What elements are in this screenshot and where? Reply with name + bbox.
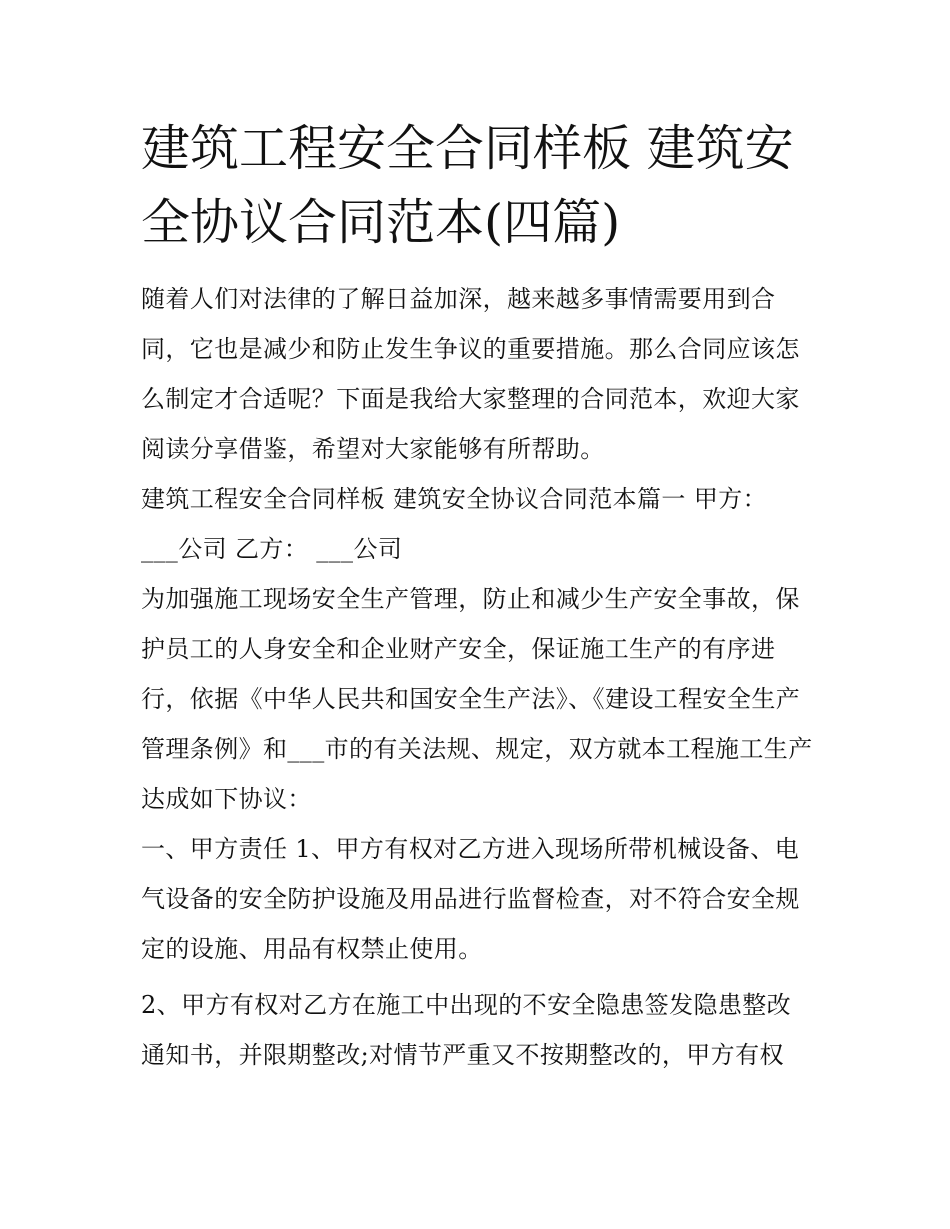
document-page [141, 112, 813, 1080]
paragraph-party-a-duty-2: 2、甲方有权对乙方在施工中出现的不安全隐患签发隐患整改通知书，并限期整改;对情节严重又不按期整改的，甲方有权 [141, 991, 792, 1069]
paragraph-party-a-duty-1: 一、甲方责任 1、甲方有权对乙方进入现场所带机械设备、电气设备的安全防护设施及用品进行监督检查，对不符合安全规定的设施、用品有权禁止使用。 [141, 835, 800, 963]
paragraph-purpose: 为加强施工现场安全生产管理，防止和减少生产安全事故，保护员工的人身安全和企业财产安全，保证施工生产的有序进行，依据《中华人民共和国安全生产法》、《建设工程安全生产管理条例》和___市的有关法规、规定，双方就本工程施工生产达成如下协议： [141, 585, 813, 813]
paragraph-section-heading: 建筑工程安全合同样板 建筑安全协议合同范本篇一 甲方： [141, 485, 768, 513]
paragraph-parties: ___公司 乙方： ___公司 [141, 535, 403, 563]
document-title: 建筑工程安全合同样板 建筑安全协议合同范本(四篇) [141, 120, 794, 251]
paragraph-intro: 随着人们对法律的了解日益加深，越来越多事情需要用到合同，它也是减少和防止发生争议的重要措施。那么合同应该怎么制定才合适呢？下面是我给大家整理的合同范本，欢迎大家阅读分享借鉴，希望对大家能够有所帮助。 [141, 285, 800, 463]
document-body [141, 274, 813, 1080]
